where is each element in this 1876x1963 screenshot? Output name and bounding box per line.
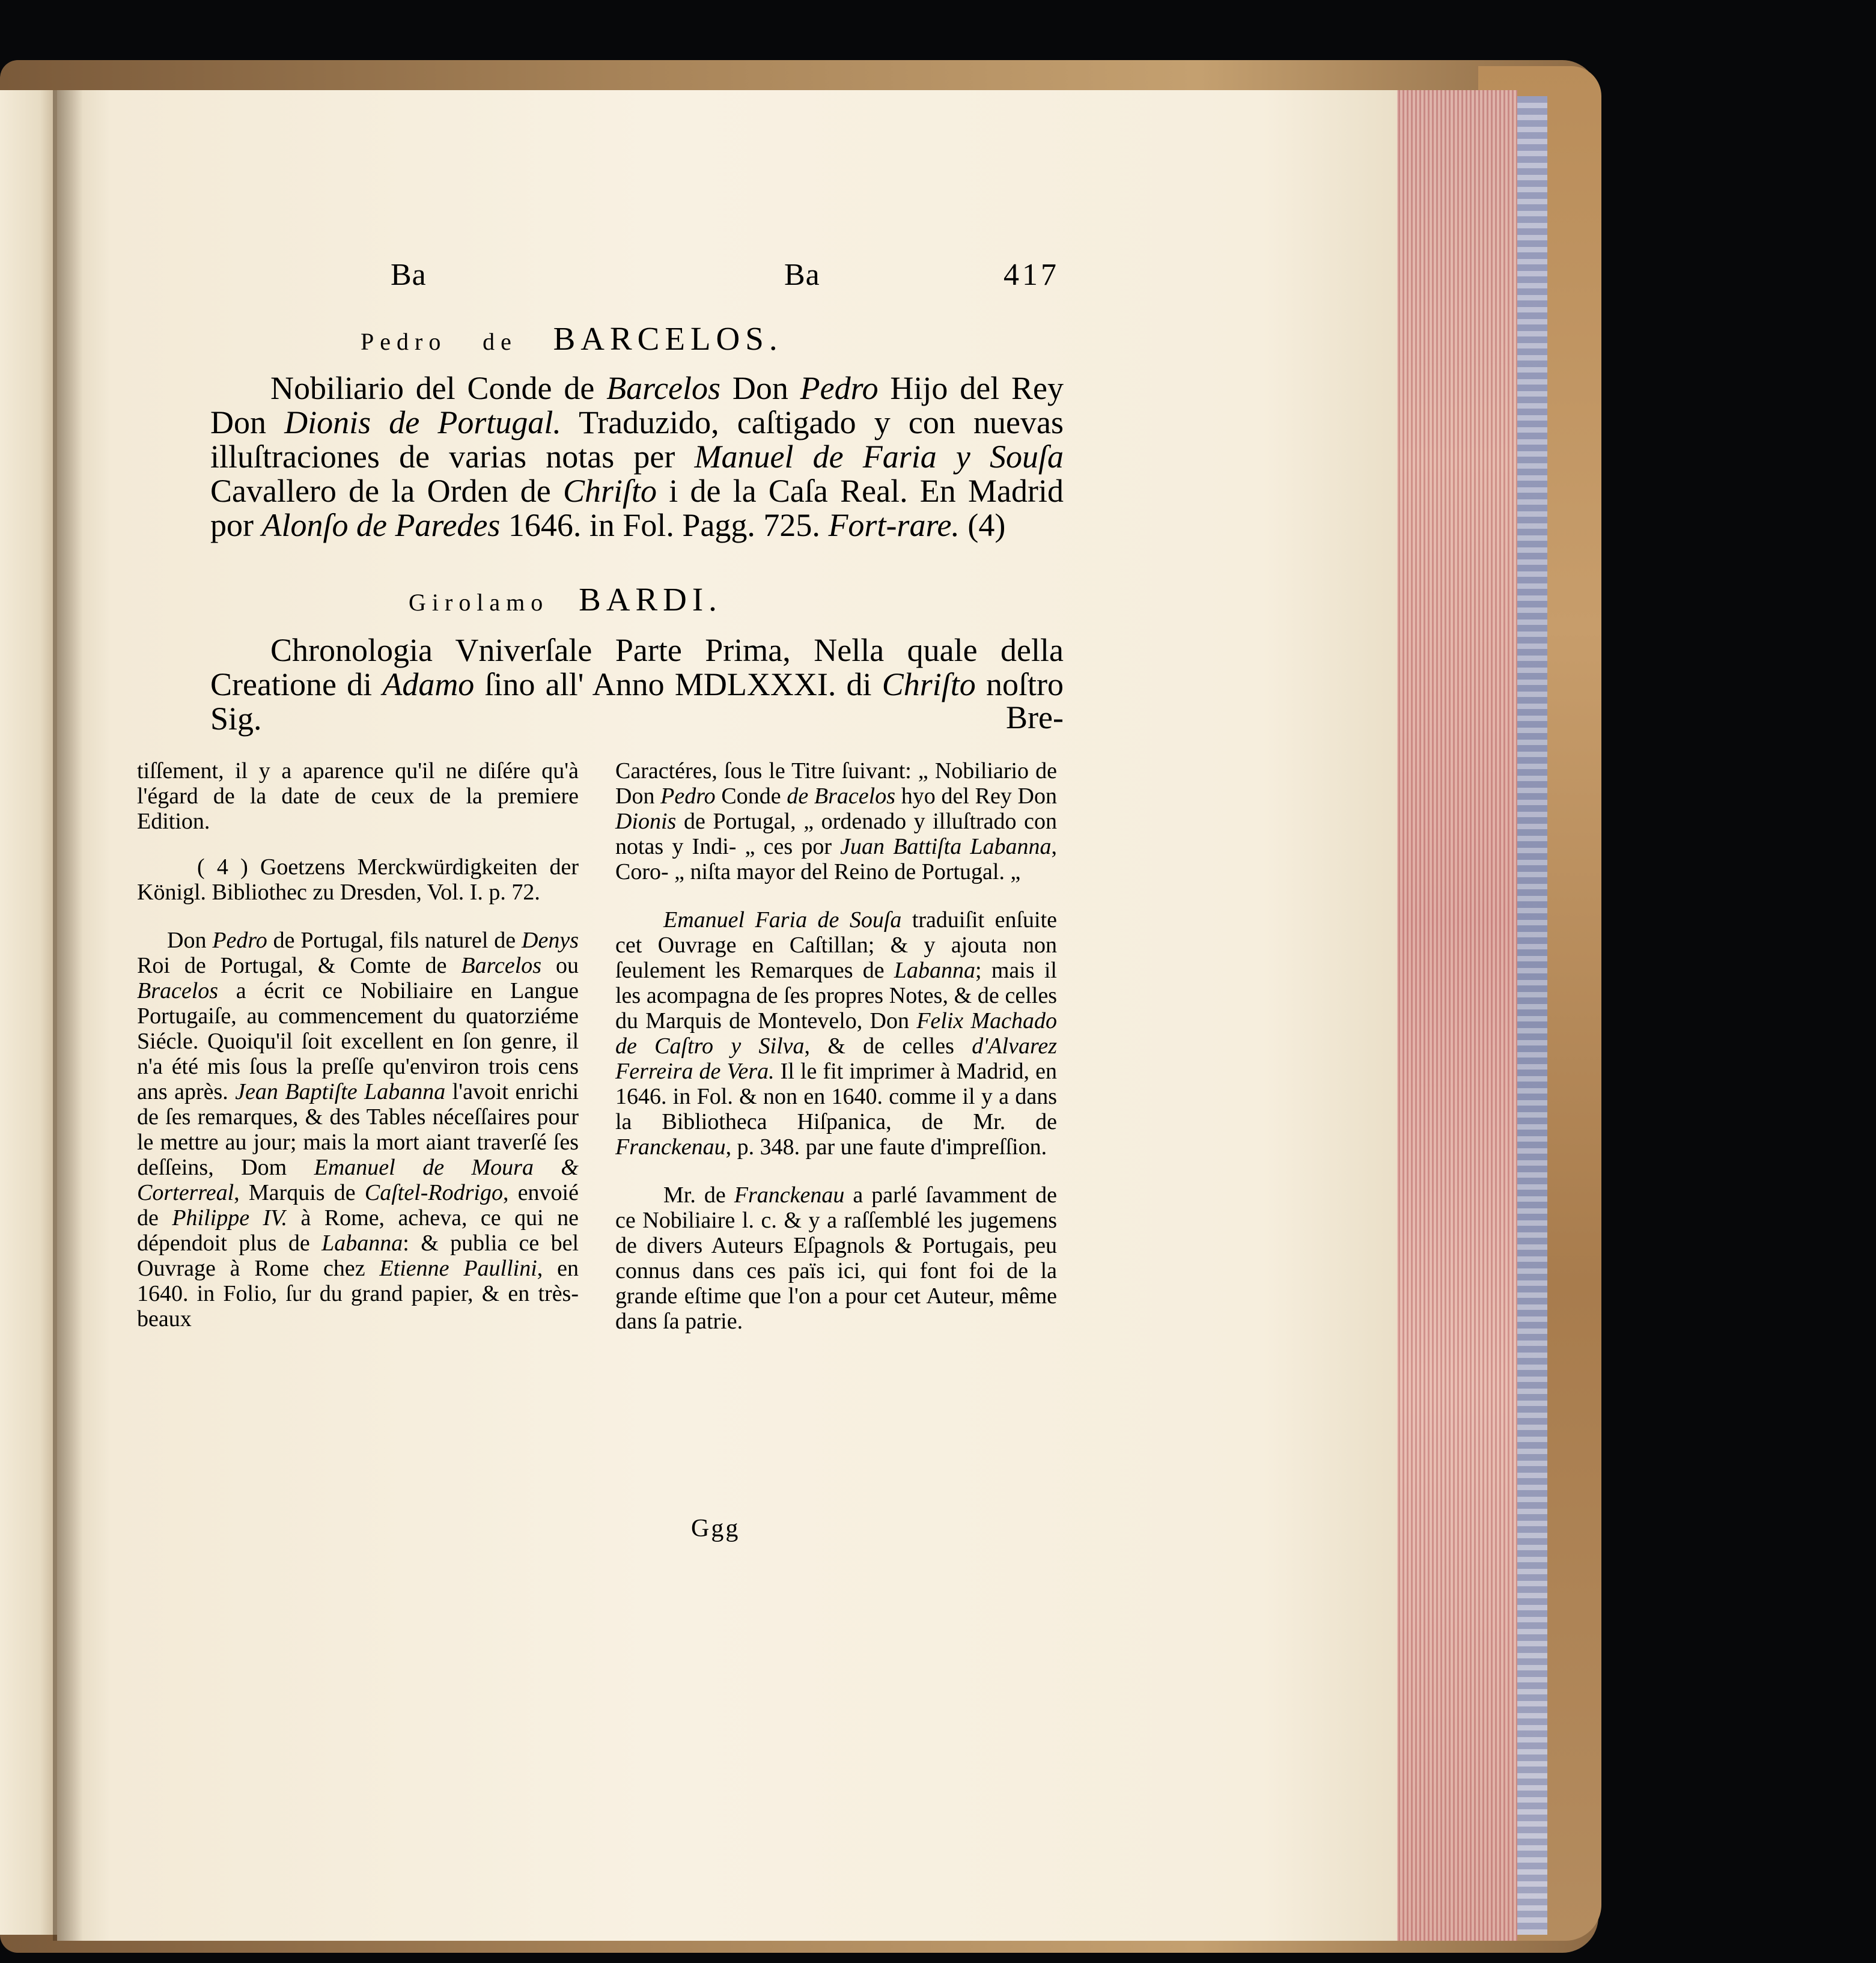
entry-text-barcelos: Nobiliario del Conde de Barcelos Don Pedro Hijo del Rey Don Dionis de Portugal. Traduzido, caſtigado y con nuevas illuſtraciones de varias notas per Manuel de Faria y Souſa Cavallero de la Orden de Chriſto i de la Caſa Real. En Madrid por Alonſo de Paredes 1646. in Fol. Pagg. 725. Fort-rare. (4) (210, 370, 1064, 543)
left-paragraph-pedro: Don Pedro de Portugal, fils naturel de Denys Roi de Portugal, & Comte de Barcelos ou Bracelos a écrit ce Nobiliaire en Langue Portugaiſe, au commencement du quatorziéme Siécle. Quoiqu'il ſoit excellent en ſon genre, il n'a été mis ſous la preſſe qu'environ trois cens ans après. Jean Baptiſte Labanna l'avoit enrichi de ſes remarques, & des Tables néceſſaires pour le mettre au jour; mais la mort aiant traverſé ſes deſſeins, Dom Emanuel de Moura & Corterreal, Marquis de Caſtel-Rodrigo, envoié de Philippe IV. à Rome, acheva, ce qui ne dépendoit plus de Labanna: & publia ce bel Ouvrage à Rome chez Etienne Paullini, en 1640. in Folio, ſur du grand papier, & en très-beaux (137, 928, 579, 1331)
signature-mark: Ggg (691, 1515, 740, 1542)
entry-heading-barcelos (361, 320, 783, 358)
catchword: Bre- (1006, 699, 1064, 735)
page-edges (1394, 90, 1517, 1941)
entry-text-bardi: Chronologia Vniverſale Parte Prima, Nella quale della Creatione di Adamo ſino all' Anno MDLXXXI. di Chriſto noſtro Sig. (210, 632, 1064, 737)
right-paragraph-title: Caractéres, ſous le Titre ſuivant: „ Nobiliario de Don Pedro Conde de Bracelos hyo del Rey Don Dionis de Portugal, „ ordenado y illuſtrado con notas y Indi- „ ces por Juan Battiſta Labanna, Coro- „ niſta mayor del Reino de Portugal. „ (615, 758, 1057, 884)
running-head-center: Ba (784, 258, 820, 292)
left-paragraph-continuation: tiſſement, il y a aparence qu'il ne diſére qu'à l'égard de la date de ceux de la premiere Edition. (137, 758, 579, 834)
page-number: 417 (1003, 258, 1059, 292)
entry-heading-bardi (409, 580, 722, 618)
heading-forename: Pedro (361, 328, 447, 355)
footnote-4: ( 4 ) Goetzens Merckwürdigkeiten der Königl. Bibliothec zu Dresden, Vol. I. p. 72. (137, 854, 579, 905)
left-page-sliver (0, 90, 57, 1935)
heading-surname: BARDI. (579, 581, 722, 618)
footnote-column-left (137, 758, 579, 1331)
heading-particle: de (483, 328, 517, 355)
heading-forename: Girolamo (409, 589, 549, 616)
heading-surname: BARCELOS. (553, 320, 783, 357)
right-paragraph-franckenau: Mr. de Franckenau a parlé ſavamment de ce Nobiliaire l. c. & y a raſſemblé les jugemens de divers Auteurs Eſpagnols & Portugais, peu connus dans ces païs ici, qui font foi de la grande eſtime que l'on a pour cet Auteur, même dans ſa patrie. (615, 1182, 1057, 1334)
running-head-left: Ba (391, 258, 427, 292)
gutter-shadow (53, 90, 83, 1941)
right-paragraph-faria: Emanuel Faria de Souſa traduiſit enſuite cet Ouvrage en Caſtillan; & y ajouta non ſeulement les Remarques de Labanna; mais il les acompagna de ſes propres Notes, & de celles du Marquis de Montevelo, Don Felix Machado de Caſtro y Silva, & de celles d'Alvarez Ferreira de Vera. Il le fit imprimer à Madrid, en 1646. in Fol. & non en 1640. comme il y a dans la Bibliotheca Hiſpanica, de Mr. de Franckenau, p. 348. par une faute d'impreſſion. (615, 907, 1058, 1160)
footnote-column-right (615, 758, 1057, 1334)
